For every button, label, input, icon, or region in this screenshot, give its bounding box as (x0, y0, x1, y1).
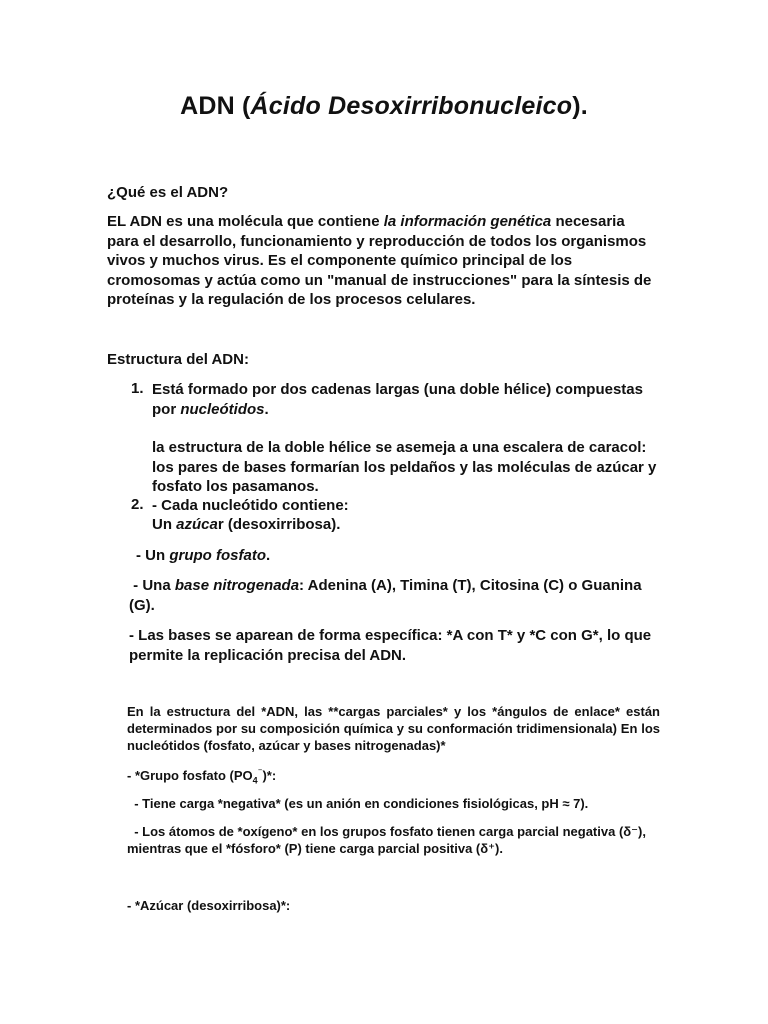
base-pairing-line: - Las bases se aparean de forma específica: *A con T* y *C con G*, lo que permite la replicación precisa del ADN. (129, 627, 652, 664)
base-nitrogenada-line: - Una base nitrogenada: Adenina (A), Timina (T), Citosina (C) o Guanina (G). (129, 577, 642, 614)
list-number-1: 1. (131, 380, 144, 397)
list-item-2: - Cada nucleótido contiene: (152, 497, 349, 514)
partial-charges-intro: En la estructura del *ADN, las **cargas parciales* y los *ángulos de enlace* están determinados por su composición química y su conformación tridimensionala) En los nucleótidos (fosfato, azúcar y bases nitrogenadas)* (127, 704, 660, 753)
list-item-1-note: la estructura de la doble hélice se asemeja a una escalera de caracol: los pares de bases formarían los peldaños y las moléculas de azúcar y fosfato los pasamanos. (152, 439, 657, 495)
list-item-1: Está formado por dos cadenas largas (una doble hélice) compuestas por nucleótidos. (152, 381, 643, 418)
grupo-fosfato-heading: - *Grupo fosfato $(PO_4^{^-})*$: (127, 766, 277, 786)
definition-paragraph: EL ADN es una molécula que contiene la información genética necesaria para el desarrollo, funcionamiento y reproducción de todos los organismos vivos y muchos virus. Es el componente químico principal de los cromosomas y actúa como un "manual de instrucciones" para la síntesis de proteínas y la regulación de los procesos celulares. (107, 213, 652, 308)
question-heading: ¿Qué es el ADN? (107, 184, 229, 201)
carga-negativa-line: - Tiene carga *negativa* (es un anión en condiciones fisiológicas, pH ≈ 7). (134, 796, 589, 811)
page-title: ADN (Ácido Desoxirribonucleico). (180, 92, 588, 120)
list-item-2-azucar: Un azúcar (desoxirribosa). (152, 516, 341, 533)
list-number-2: 2. (131, 496, 144, 513)
azucar-heading: - *Azúcar (desoxirribosa)*: (127, 898, 291, 913)
structure-heading: Estructura del ADN: (107, 351, 249, 368)
fosfato-line: - Un grupo fosfato. (136, 547, 271, 564)
oxigeno-fosforo-line: - Los átomos de *oxígeno* en los grupos fosfato tienen carga parcial negativa (δ⁻), mientras que el *fósforo* (P) tiene carga parcial positiva (δ⁺). (127, 824, 646, 856)
